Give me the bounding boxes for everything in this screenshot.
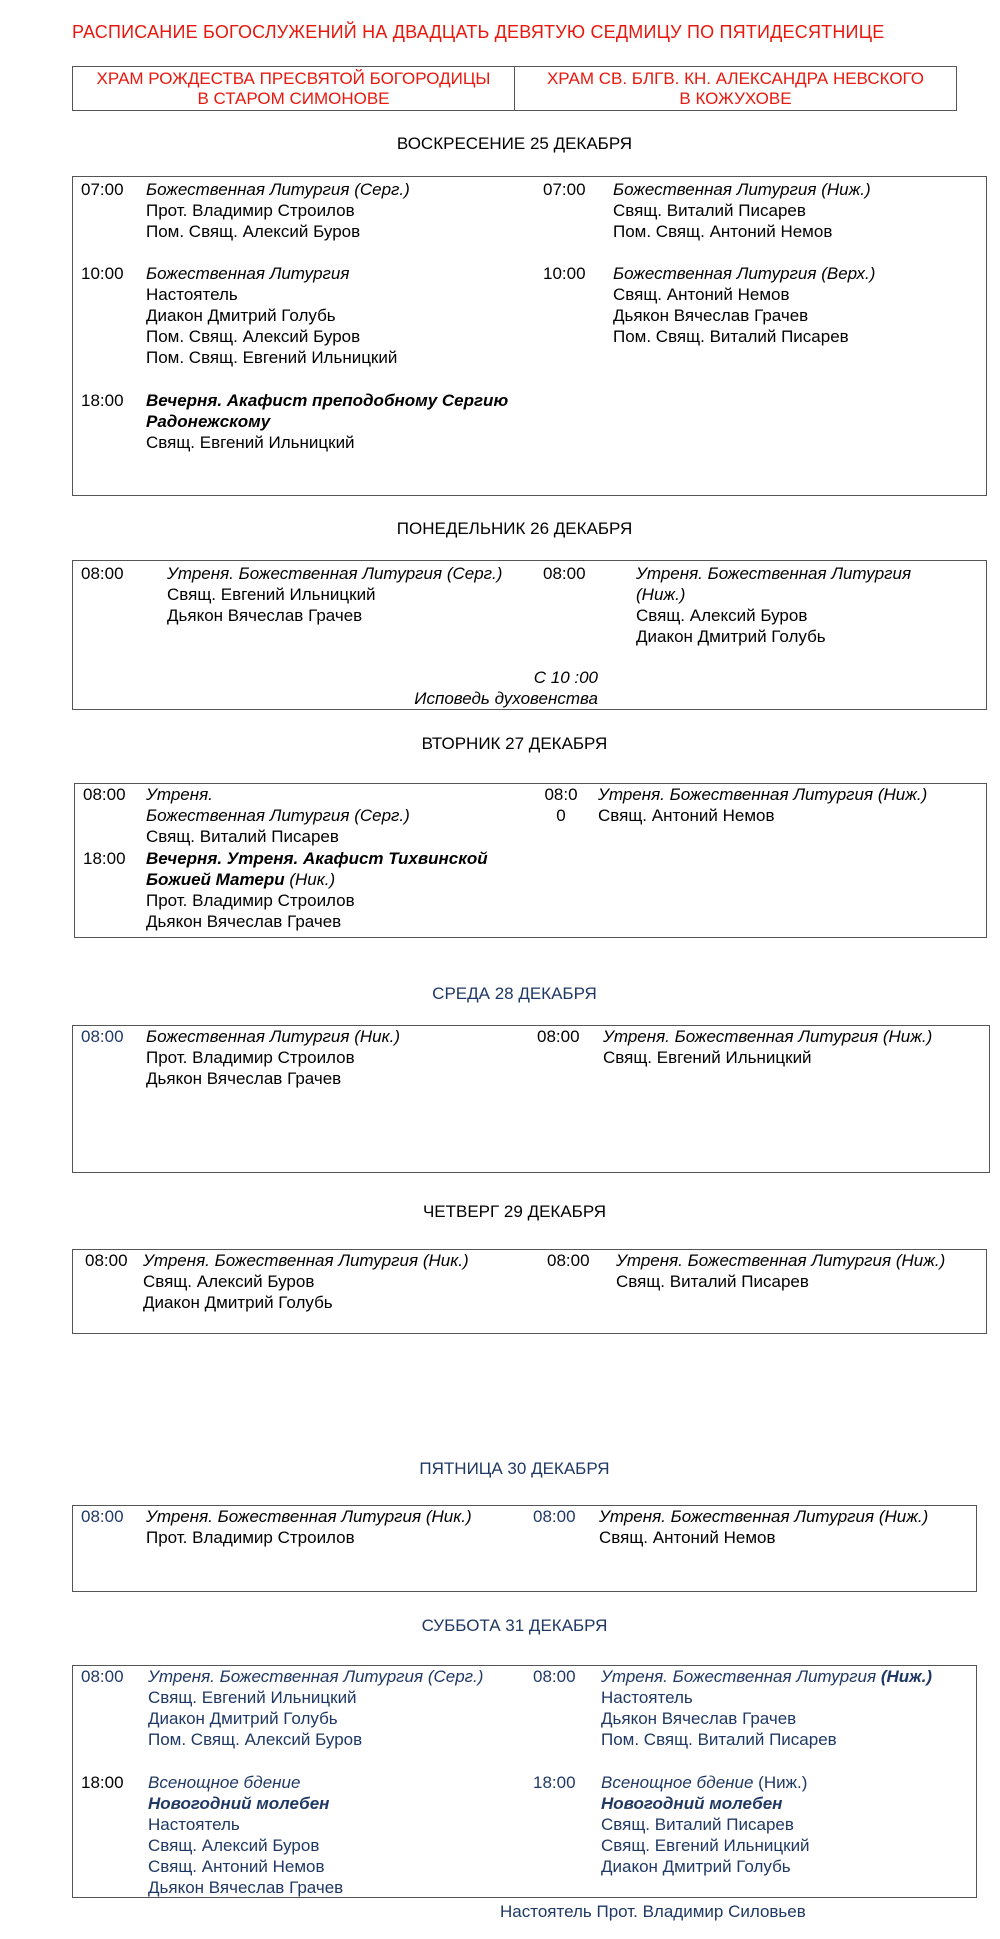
service-note: (Ниж.) xyxy=(873,785,928,804)
day-box-thursday xyxy=(72,1249,987,1334)
clergy-name: Свящ. Виталий Писарев xyxy=(616,1272,809,1291)
service-name: Всенощное бдение xyxy=(601,1773,754,1792)
clergy-name: Пом. Свящ. Алексий Буров xyxy=(148,1730,363,1749)
day-heading-wednesday: СРЕДА 28 ДЕКАБРЯ xyxy=(432,984,597,1003)
service-note: (Серг.) xyxy=(349,180,410,199)
entry-time: 07:00 xyxy=(81,180,124,199)
service-name: Утреня. Божественная Литургия xyxy=(601,1667,877,1686)
clergy-name: Дьякон Вячеслав Грачев xyxy=(601,1709,797,1728)
entry-time: 08:00 xyxy=(547,1251,590,1270)
day-box-saturday xyxy=(72,1665,977,1898)
confession-text: Исповедь духовенства xyxy=(414,689,598,708)
day-heading-monday: ПОНЕДЕЛЬНИК 26 ДЕКАБРЯ xyxy=(396,519,633,538)
service-name: Божественная Литургия xyxy=(146,1027,350,1046)
entry-time: 08:00 xyxy=(543,564,586,583)
service-name: Новогодний молебен xyxy=(601,1794,783,1813)
entry-time: 18:00 xyxy=(81,1773,124,1792)
service-note: (Ниж.) xyxy=(874,1507,929,1526)
entry-time: 08:00 xyxy=(537,1027,580,1046)
service-name: Утреня. Божественная Литургия xyxy=(167,564,443,583)
service-note: (Серг.) xyxy=(423,1667,484,1686)
entry-time: 18:00 xyxy=(533,1773,576,1792)
service-note: (Ник.) xyxy=(418,1251,469,1270)
service-note: (Ниж.) xyxy=(878,1027,933,1046)
service-name: Утреня. Божественная Литургия xyxy=(148,1667,424,1686)
service-note: (Ниж.) xyxy=(816,180,871,199)
clergy-name: Диакон Дмитрий Голубь xyxy=(143,1293,333,1312)
entry-time: 08:00 xyxy=(81,1667,124,1686)
service-name: Божественная Литургия xyxy=(613,180,817,199)
confession-note xyxy=(233,667,598,709)
service-name: Божественная Литургия xyxy=(146,264,350,283)
clergy-name: Свящ. Алексий Буров xyxy=(143,1272,315,1291)
entry-time: 08:00 xyxy=(81,564,124,583)
entry-time: 07:00 xyxy=(543,180,586,199)
entry-time: 08:00 xyxy=(533,1667,576,1686)
clergy-name: Настоятель xyxy=(601,1688,693,1707)
day-box-wednesday xyxy=(72,1025,990,1173)
clergy-name: Диакон Дмитрий Голубь xyxy=(146,306,336,325)
confession-time: С 10 :00 xyxy=(533,668,598,687)
clergy-name: Свящ. Евгений Ильницкий xyxy=(601,1836,810,1855)
clergy-name: Свящ. Виталий Писарев xyxy=(601,1815,794,1834)
clergy-name: Диакон Дмитрий Голубь xyxy=(601,1857,791,1876)
clergy-name: Свящ. Алексий Буров xyxy=(636,606,808,625)
clergy-name: Пом. Свящ. Алексий Буров xyxy=(146,222,361,241)
clergy-name: Свящ. Евгений Ильницкий xyxy=(146,433,355,452)
service-name: Утреня. Божественная Литургия xyxy=(636,564,912,583)
service-note: (Ниж.) xyxy=(753,1773,808,1792)
service-note: (Ниж.) xyxy=(891,1251,946,1270)
clergy-name: Дьякон Вячеслав Грачев xyxy=(613,306,809,325)
clergy-name: Пом. Свящ. Евгений Ильницкий xyxy=(146,348,398,367)
service-name: Божественная Литургия xyxy=(146,180,350,199)
day-heading-friday: ПЯТНИЦА 30 ДЕКАБРЯ xyxy=(419,1459,610,1478)
service-name: Утреня. Божественная Литургия xyxy=(603,1027,879,1046)
service-name: Всенощное бдение xyxy=(148,1773,301,1792)
service-name: Вечерня. Утреня. Акафист Тихвинской Божией Матери xyxy=(146,849,488,889)
service-note: (Ниж.) xyxy=(636,585,686,604)
clergy-name: Диакон Дмитрий Голубь xyxy=(148,1709,338,1728)
service-note: (Серг.) xyxy=(349,806,410,825)
clergy-name: Свящ. Антоний Немов xyxy=(599,1528,776,1547)
entry-time: 08:00 xyxy=(544,785,578,825)
clergy-name: Свящ. Евгений Ильницкий xyxy=(148,1688,357,1707)
service-name: Утреня. Божественная Литургия xyxy=(616,1251,892,1270)
service-name: Новогодний молебен xyxy=(148,1794,330,1813)
service-name: Утреня. xyxy=(146,785,213,804)
day-box-sunday xyxy=(72,176,987,496)
day-box-friday xyxy=(72,1505,977,1592)
clergy-name: Прот. Владимир Строилов xyxy=(146,1528,355,1547)
entry-time: 18:00 xyxy=(83,849,126,868)
clergy-name: Дьякон Вячеслав Грачев xyxy=(167,606,363,625)
day-heading-thursday: ЧЕТВЕРГ 29 ДЕКАБРЯ xyxy=(422,1202,607,1221)
clergy-name: Диакон Дмитрий Голубь xyxy=(636,627,826,646)
service-note: (Ник.) xyxy=(284,870,336,889)
service-note: (Ник.) xyxy=(349,1027,400,1046)
clergy-name: Пом. Свящ. Виталий Писарев xyxy=(601,1730,837,1749)
service-note: (Верх.) xyxy=(816,264,876,283)
entry-time: 08:00 xyxy=(81,1507,124,1526)
entry-time: 18:00 xyxy=(81,391,124,410)
clergy-name: Свящ. Антоний Немов xyxy=(148,1857,325,1876)
clergy-name: Пом. Свящ. Антоний Немов xyxy=(613,222,833,241)
clergy-name: Свящ. Евгений Ильницкий xyxy=(167,585,376,604)
day-box-tuesday xyxy=(74,783,987,938)
entry-time: 10:00 xyxy=(543,264,586,283)
clergy-name: Настоятель xyxy=(148,1815,240,1834)
clergy-name: Дьякон Вячеслав Грачев xyxy=(146,912,342,931)
church-right-name: ХРАМ СВ. БЛГВ. КН. АЛЕКСАНДРА НЕВСКОГО В КОЖУХОВЕ xyxy=(514,67,956,110)
service-note: (Ниж.) xyxy=(876,1667,933,1686)
church-left-name: ХРАМ РОЖДЕСТВА ПРЕСВЯТОЙ БОГОРОДИЦЫ В СТАРОМ СИМОНОВЕ xyxy=(96,69,491,108)
service-name: Божественная Литургия xyxy=(613,264,817,283)
page-title: РАСПИСАНИЕ БОГОСЛУЖЕНИЙ НА ДВАДЦАТЬ ДЕВЯТУЮ СЕДМИЦУ ПО ПЯТИДЕСЯТНИЦЕ xyxy=(72,22,885,42)
service-note: (Серг.) xyxy=(442,564,503,583)
clergy-name: Свящ. Антоний Немов xyxy=(613,285,790,304)
clergy-name: Прот. Владимир Строилов xyxy=(146,1048,355,1067)
clergy-name: Свящ. Виталий Писарев xyxy=(613,201,806,220)
rector-signature: Настоятель Прот. Владимир Силовьев xyxy=(500,1902,806,1921)
service-name: Утреня. Божественная Литургия xyxy=(598,785,874,804)
clergy-name: Дьякон Вячеслав Грачев xyxy=(148,1878,344,1897)
day-heading-sunday: ВОСКРЕСЕНИЕ 25 ДЕКАБРЯ xyxy=(396,134,633,153)
service-name: Утреня. Божественная Литургия xyxy=(146,1507,422,1526)
entry-time: 08:00 xyxy=(81,1027,124,1046)
clergy-name: Прот. Владимир Строилов xyxy=(146,201,355,220)
service-name: Утреня. Божественная Литургия xyxy=(599,1507,875,1526)
day-heading-tuesday: ВТОРНИК 27 ДЕКАБРЯ xyxy=(421,734,608,753)
clergy-name: Настоятель xyxy=(146,285,238,304)
clergy-name: Свящ. Евгений Ильницкий xyxy=(603,1048,812,1067)
clergy-name: Пом. Свящ. Алексий Буров xyxy=(146,327,361,346)
entry-time: 08:00 xyxy=(533,1507,576,1526)
service-name: Вечерня. Акафист преподобному Сергию Радонежскому xyxy=(146,391,509,431)
entry-time: 08:00 xyxy=(85,1251,128,1270)
clergy-name: Дьякон Вячеслав Грачев xyxy=(146,1069,342,1088)
clergy-name: Свящ. Алексий Буров xyxy=(148,1836,320,1855)
service-name: Утреня. Божественная Литургия xyxy=(143,1251,419,1270)
clergy-name: Пом. Свящ. Виталий Писарев xyxy=(613,327,849,346)
church-header xyxy=(72,66,957,111)
day-box-monday xyxy=(72,560,987,710)
clergy-name: Свящ. Виталий Писарев xyxy=(146,827,339,846)
day-heading-saturday: СУББОТА 31 ДЕКАБРЯ xyxy=(421,1616,608,1635)
clergy-name: Прот. Владимир Строилов xyxy=(146,891,355,910)
service-note: (Ник.) xyxy=(421,1507,472,1526)
entry-time: 08:00 xyxy=(83,785,126,804)
clergy-name: Свящ. Антоний Немов xyxy=(598,806,775,825)
entry-time: 10:00 xyxy=(81,264,124,283)
service-name: Божественная Литургия xyxy=(146,806,350,825)
